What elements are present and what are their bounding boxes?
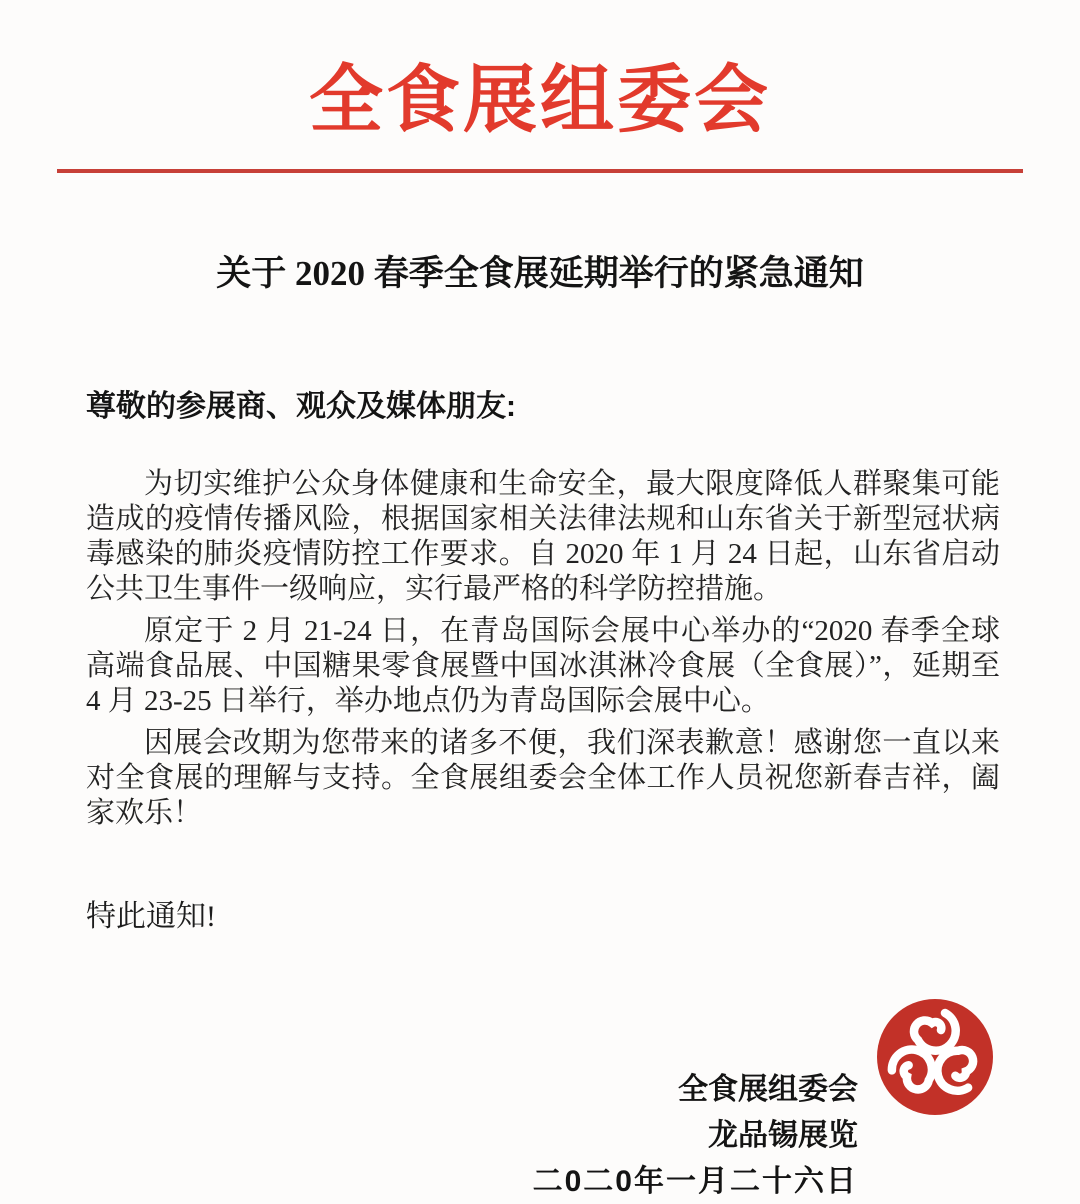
company-seal-logo xyxy=(874,996,996,1118)
closing-line: 特此通知! xyxy=(86,899,216,933)
salutation-line: 尊敬的参展商、观众及媒体朋友: xyxy=(86,389,516,423)
body-paragraph-2: 原定于 2 月 21-24 日，在青岛国际会展中心举办的“2020 春季全球高端食品展、中国糖果零食展暨中国冰淇淋冷食展（全食展）”，延期至 4 月 23-25 日举行，举办地点仍为青岛国际会展中心。 xyxy=(86,614,1000,717)
notice-body xyxy=(86,467,1000,831)
signature-date: 二0二0年一月二十六日 xyxy=(532,1164,858,1198)
signature-company: 龙品锡展览 xyxy=(708,1118,858,1152)
signature-organization: 全食展组委会 xyxy=(678,1072,858,1106)
body-paragraph-1: 为切实维护公众身体健康和生命安全，最大限度降低人群聚集可能造成的疫情传播风险，根据国家相关法律法规和山东省关于新型冠状病毒感染的肺炎疫情防控工作要求。自 2020 年 1 月 24 日起，山东省启动公共卫生事件一级响应，实行最严格的科学防控措施。 xyxy=(86,467,1000,605)
header-divider-rule xyxy=(57,169,1023,173)
triple-swirl-icon xyxy=(874,996,996,1118)
organization-header: 全食展组委会 xyxy=(309,58,771,141)
body-paragraph-3: 因展会改期为您带来的诸多不便，我们深表歉意！感谢您一直以来对全食展的理解与支持。全食展组委会全体工作人员祝您新春吉祥，阖家欢乐！ xyxy=(86,726,1000,829)
notice-title: 关于 2020 春季全食展延期举行的紧急通知 xyxy=(216,253,864,293)
